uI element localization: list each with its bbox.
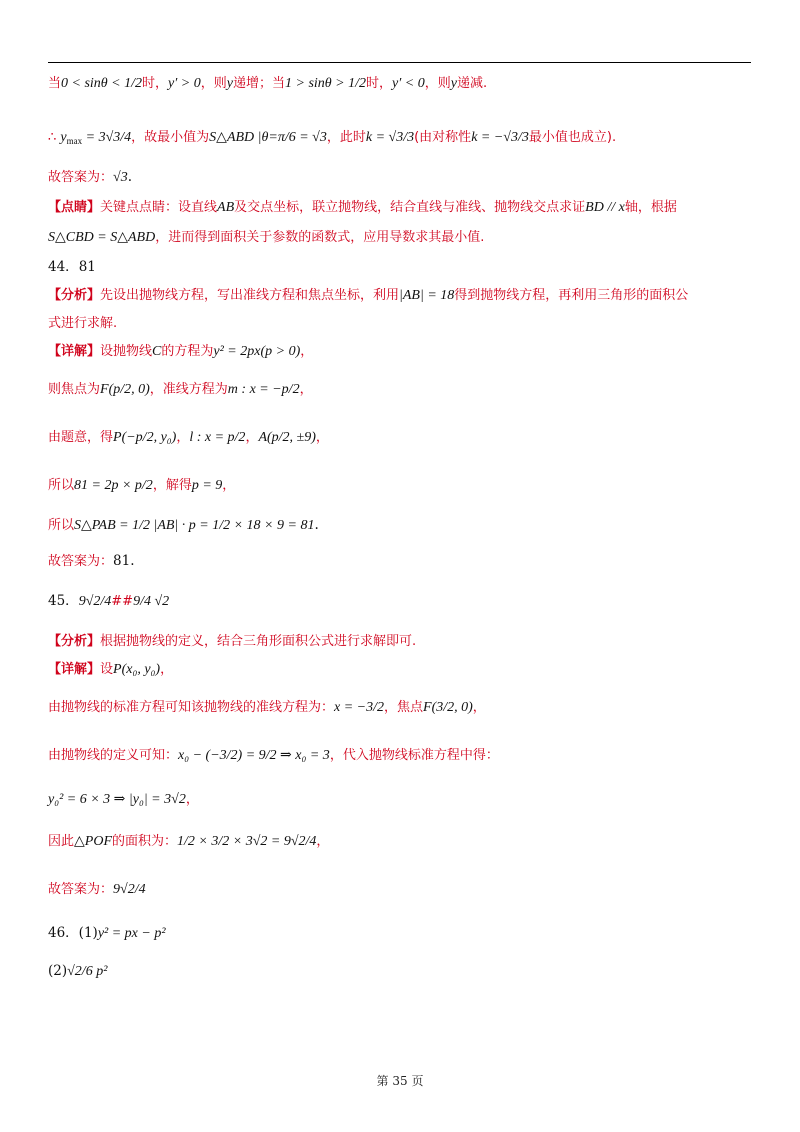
math-expression: x₀ − (−3/2) = 9/2 ⇒ x₀ = 3	[178, 748, 330, 763]
math-expression: y² = 2px(p > 0)	[213, 344, 301, 359]
text-segment: 关键点点睛：设直线	[100, 200, 218, 215]
text-segment: ，解得	[152, 478, 192, 493]
text-segment: 根据抛物线的定义，结合三角形面积公式进行求解即可.	[100, 634, 417, 649]
text-line-l12	[48, 476, 235, 495]
text-line-l16	[48, 632, 416, 651]
text-segment: 故答案为：	[48, 170, 114, 185]
text-segment: 【分析】	[48, 634, 101, 649]
text-segment: 45．	[48, 593, 79, 609]
math-expression: 9√2/4	[113, 882, 146, 897]
text-segment: 81	[78, 259, 96, 275]
text-segment: 式进行求解.	[48, 316, 118, 331]
math-expression: k = −√3/3	[471, 130, 529, 145]
math-expression: 9/4 √2	[133, 594, 170, 609]
text-segment: ，	[160, 662, 174, 677]
text-line-l06	[48, 258, 96, 276]
text-segment: ，	[185, 792, 199, 807]
text-line-l07	[48, 286, 688, 305]
text-segment: ，	[300, 344, 314, 359]
math-expression: S△CBD = S△ABD	[48, 230, 156, 245]
text-line-l03	[48, 168, 132, 187]
text-segment: ，此时	[326, 130, 366, 145]
text-line-l23	[48, 924, 166, 943]
text-segment: 递增；当	[233, 76, 286, 91]
text-line-l20	[48, 790, 199, 809]
text-segment: (2)	[48, 963, 68, 979]
text-segment: ，	[176, 430, 190, 445]
math-expression: A(p/2, ±9)	[258, 430, 316, 445]
math-expression: √3	[113, 170, 128, 185]
text-segment: 及交点坐标，联立抛物线，结合直线与准线、抛物线交点求证	[234, 200, 586, 215]
text-segment: 设	[100, 662, 114, 677]
text-segment: 先设出抛物线方程，写出准线方程和焦点坐标，利用	[100, 288, 400, 303]
text-segment: .	[127, 169, 132, 185]
math-expression: 1 > sinθ > 1/2	[285, 76, 367, 91]
text-line-l14	[48, 552, 135, 571]
text-segment: 所以	[48, 518, 75, 533]
math-expression: 9√2/4	[78, 594, 112, 609]
text-segment: .	[314, 517, 319, 533]
math-expression: △POF	[74, 834, 112, 849]
text-line-l13	[48, 516, 319, 535]
text-segment: 当	[48, 76, 62, 91]
math-expression: = 3√3/4	[82, 130, 132, 145]
text-segment: 则焦点为	[48, 382, 101, 397]
text-segment: ，则	[424, 76, 451, 91]
text-segment: 【点睛】	[48, 200, 101, 215]
text-line-l02	[48, 128, 616, 150]
text-segment: 由抛物线的定义可知：	[48, 748, 179, 763]
math-expression: y₀² = 6 × 3 ⇒ |y₀| = 3√2	[48, 792, 186, 807]
text-segment: ，代入抛物线标准方程中得：	[329, 748, 499, 763]
math-expression: y² = px − p²	[97, 926, 166, 941]
text-segment: 得到抛物线方程，再利用三角形的面积公	[454, 288, 689, 303]
math-expression: BD // x	[585, 200, 625, 215]
text-line-l01	[48, 74, 487, 93]
text-segment: ，	[472, 700, 486, 715]
math-expression: y	[60, 130, 67, 145]
math-expression: y	[450, 76, 457, 91]
text-line-l05	[48, 228, 484, 247]
math-expression: l : x = p/2	[189, 430, 246, 445]
text-segment: 设抛物线	[100, 344, 153, 359]
math-expression: 81 = 2p × p/2	[74, 478, 153, 493]
math-expression: 1/2 × 3/2 × 3√2 = 9√2/4	[177, 834, 317, 849]
text-line-l09	[48, 342, 313, 361]
math-expression: P(−p/2, y₀)	[113, 430, 177, 445]
text-line-l21	[48, 832, 329, 851]
text-segment: 的方程为	[161, 344, 214, 359]
text-line-l17	[48, 660, 173, 679]
text-segment: 故答案为：	[48, 554, 114, 569]
text-segment: 因此	[48, 834, 75, 849]
text-segment: 【详解】	[48, 344, 101, 359]
text-segment: 最小值也成立).	[528, 130, 617, 145]
page-number: 第 35 页	[376, 1074, 424, 1088]
math-expression: y′ > 0	[168, 76, 201, 91]
text-segment: 时，	[142, 76, 169, 91]
text-segment: ，	[245, 430, 259, 445]
text-segment: .	[130, 553, 135, 569]
text-segment: 46．(1)	[48, 925, 98, 941]
math-expression: p = 9	[191, 478, 223, 493]
text-line-l19	[48, 746, 499, 765]
text-segment: 递减.	[457, 76, 488, 91]
text-segment: 的面积为：	[112, 834, 178, 849]
math-expression: |AB| = 18	[399, 288, 455, 303]
text-segment: 时，	[366, 76, 393, 91]
math-expression: x = −3/2	[334, 700, 385, 715]
text-segment: ，焦点	[384, 700, 424, 715]
text-segment: ，	[315, 430, 329, 445]
text-segment: ，故最小值为	[131, 130, 210, 145]
math-expression: C	[152, 344, 162, 359]
text-segment: ，	[299, 382, 313, 397]
math-expression: F(3/2, 0)	[423, 700, 473, 715]
text-line-l24	[48, 962, 107, 981]
text-segment: 【分析】	[48, 288, 101, 303]
math-expression: √2/6 p²	[67, 964, 108, 979]
math-expression: k = √3/3	[365, 130, 415, 145]
text-line-l15	[48, 592, 169, 611]
text-segment: ∴	[48, 130, 61, 145]
text-segment: ，	[316, 834, 330, 849]
math-expression: y′ < 0	[392, 76, 425, 91]
text-line-l10	[48, 380, 313, 399]
text-segment: 由抛物线的标准方程可知该抛物线的准线方程为：	[48, 700, 335, 715]
text-segment: 【详解】	[48, 662, 101, 677]
math-expression: P(x₀, y₀)	[113, 662, 161, 677]
text-line-l08	[48, 314, 117, 333]
text-segment: ##	[111, 594, 134, 609]
math-expression: AB	[217, 200, 235, 215]
text-line-l04	[48, 198, 677, 217]
math-expression: y	[226, 76, 233, 91]
math-expression: F(p/2, 0)	[100, 382, 150, 397]
text-segment: 44．	[48, 259, 79, 275]
text-segment: 故答案为：	[48, 882, 114, 897]
math-expression: S△ABD |θ=π/6 = √3	[209, 130, 327, 145]
text-line-l22	[48, 880, 146, 899]
text-segment: ，准线方程为	[149, 382, 228, 397]
text-segment: 所以	[48, 478, 75, 493]
math-expression: S△PAB = 1/2 |AB| · p = 1/2 × 18 × 9 = 81	[74, 518, 315, 533]
math-expression: 0 < sinθ < 1/2	[61, 76, 143, 91]
text-segment: 轴，根据	[624, 200, 677, 215]
text-segment: ，则	[200, 76, 227, 91]
text-segment: (由对称性	[414, 130, 472, 145]
text-segment: ，进而得到面积关于参数的函数式，应用导数求其最小值.	[155, 230, 485, 245]
math-expression: max	[66, 136, 83, 146]
text-line-l18	[48, 698, 486, 717]
text-segment: 由题意，得	[48, 430, 114, 445]
header-rule	[48, 62, 751, 63]
text-line-l11	[48, 428, 329, 447]
text-segment: 81	[113, 553, 131, 569]
math-expression: m : x = −p/2	[227, 382, 300, 397]
text-segment: ，	[222, 478, 236, 493]
